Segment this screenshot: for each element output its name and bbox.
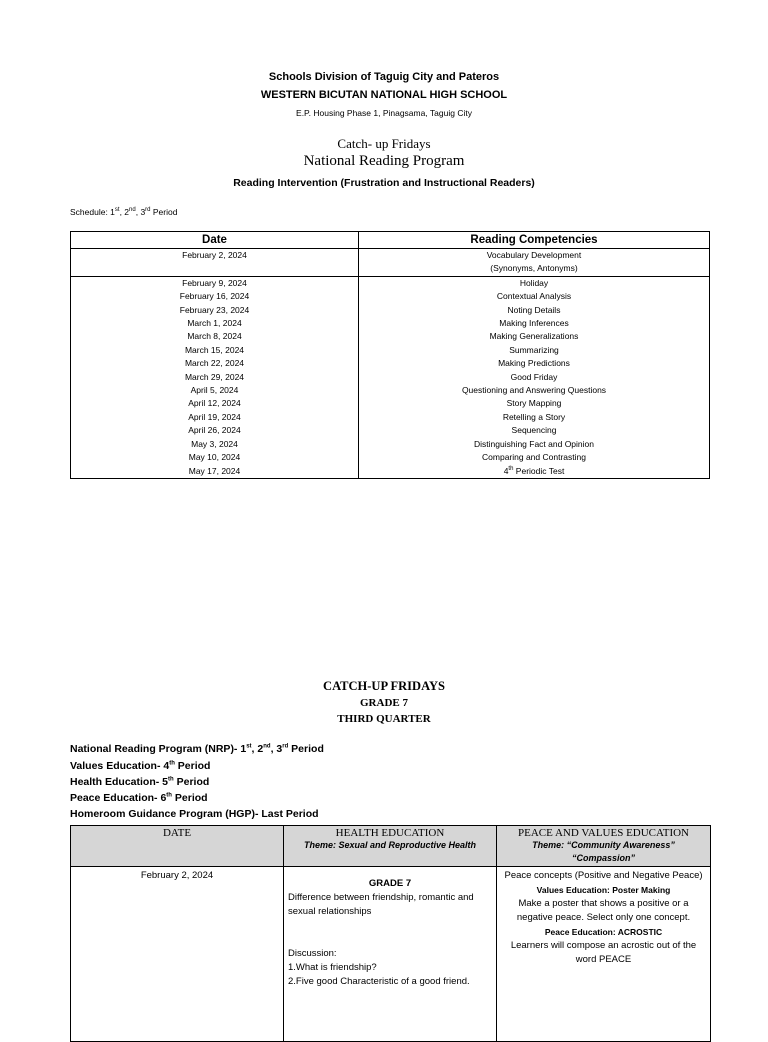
competency-cell: Story Mapping [359,397,710,410]
competency-column-header: Reading Competencies [359,232,710,249]
date-cell: April 19, 2024 [71,411,359,424]
table-row [71,290,710,303]
date-cell: April 12, 2024 [71,397,359,410]
table-row [71,424,710,437]
table-row [71,276,710,290]
table-row [71,330,710,343]
peace-education-text: Learners will compose an acrostic out of the word PEACE [510,940,697,965]
competency-cell: Summarizing [359,344,710,357]
date-cell: February 9, 2024 [71,276,359,290]
competency-cell: Sequencing [359,424,710,437]
date-cell: March 22, 2024 [71,357,359,370]
health-header-cell: HEALTH EDUCATION Theme: Sexual and Reproductive Health [284,826,497,867]
table-row [71,317,710,330]
competency-cell: Vocabulary Development (Synonyms, Antonyms) [359,249,710,277]
competency-cell: Contextual Analysis [359,290,710,303]
division-heading: Schools Division of Taguig City and Pateros [268,71,500,83]
competency-cell: Making Generalizations [359,330,710,343]
date-column-header: Date [71,232,359,249]
table-row [71,357,710,370]
date-cell: March 1, 2024 [71,317,359,330]
school-name: WESTERN BICUTAN NATIONAL HIGH SCHOOL [260,89,508,101]
period-health: Health Education- 5th Period [70,776,210,788]
values-education-label: Values Education: Poster Making [536,885,671,895]
competency-cell: Distinguishing Fact and Opinion [359,438,710,451]
quarter-heading: THIRD QUARTER [337,713,431,725]
catchup-schedule-table [70,825,711,1042]
competency-cell: Noting Details [359,304,710,317]
program-heading: National Reading Program [303,153,465,169]
health-discussion-label: Discussion: [288,948,337,959]
table-header-row [71,232,710,249]
competency-cell: Making Predictions [359,357,710,370]
reading-schedule-table [70,231,710,479]
table-row [71,304,710,317]
values-education-text: Make a poster that shows a positive or a negative peace. Select only one concept. [516,898,691,923]
catchup-fridays-title: CATCH-UP FRIDAYS [323,679,445,693]
date-cell: March 15, 2024 [71,344,359,357]
period-hgp: Homeroom Guidance Program (HGP)- Last Period [70,808,319,820]
table-row [71,411,710,424]
competency-cell: Making Inferences [359,317,710,330]
competency-cell: Good Friday [359,371,710,384]
date-cell: April 26, 2024 [71,424,359,437]
table-row [71,384,710,397]
table-row [71,371,710,384]
schedule-line: Schedule: 1st, 2nd, 3rd Period [70,207,178,217]
health-cell [284,867,497,1042]
peace-intro: Peace concepts (Positive and Negative Peace) [504,870,703,881]
table-row [71,344,710,357]
table-row [71,867,711,1042]
date-header-cell: DATE [71,826,284,867]
health-question-2: 2.Five good Characteristic of a good friend. [288,976,470,987]
competency-cell: Questioning and Answering Questions [359,384,710,397]
date-cell: February 23, 2024 [71,304,359,317]
table-row [71,451,710,464]
date-cell: May 10, 2024 [71,451,359,464]
competency-cell: Holiday [359,276,710,290]
date-cell: March 29, 2024 [71,371,359,384]
catchup-heading: Catch- up Fridays [337,136,431,151]
competency-cell: Comparing and Contrasting [359,451,710,464]
health-topic: Difference between friendship, romantic and sexual relationships [288,892,474,917]
date-cell: February 16, 2024 [71,290,359,303]
health-question-1: 1.What is friendship? [288,962,377,973]
school-address: E.P. Housing Phase 1, Pinagsama, Taguig City [296,108,472,118]
table-row [71,249,710,277]
peace-cell [497,867,711,1042]
intervention-heading: Reading Intervention (Frustration and Instructional Readers) [233,177,535,189]
date-cell: April 5, 2024 [71,384,359,397]
competency-cell: Retelling a Story [359,411,710,424]
period-nrp: National Reading Program (NRP)- 1st, 2nd, 3rd Period [70,743,324,755]
competency-cell: 4th Periodic Test [359,465,710,479]
date-cell: February 2, 2024 [71,249,359,277]
date-cell: May 3, 2024 [71,438,359,451]
period-peace: Peace Education- 6th Period [70,792,208,804]
peace-education-label: Peace Education: ACROSTIC [544,927,663,937]
period-values: Values Education- 4th Period [70,760,211,772]
table-row [71,438,710,451]
table-row [71,465,710,479]
date-cell: March 8, 2024 [71,330,359,343]
health-grade: GRADE 7 [368,878,412,889]
table-header-row [71,826,711,867]
table-row [71,397,710,410]
grade-heading: GRADE 7 [360,697,408,709]
peace-header-cell: PEACE AND VALUES EDUCATION Theme: “Community Awareness” “Compassion” [497,826,711,867]
row-date-cell: February 2, 2024 [71,867,284,1042]
date-cell: May 17, 2024 [71,465,359,479]
